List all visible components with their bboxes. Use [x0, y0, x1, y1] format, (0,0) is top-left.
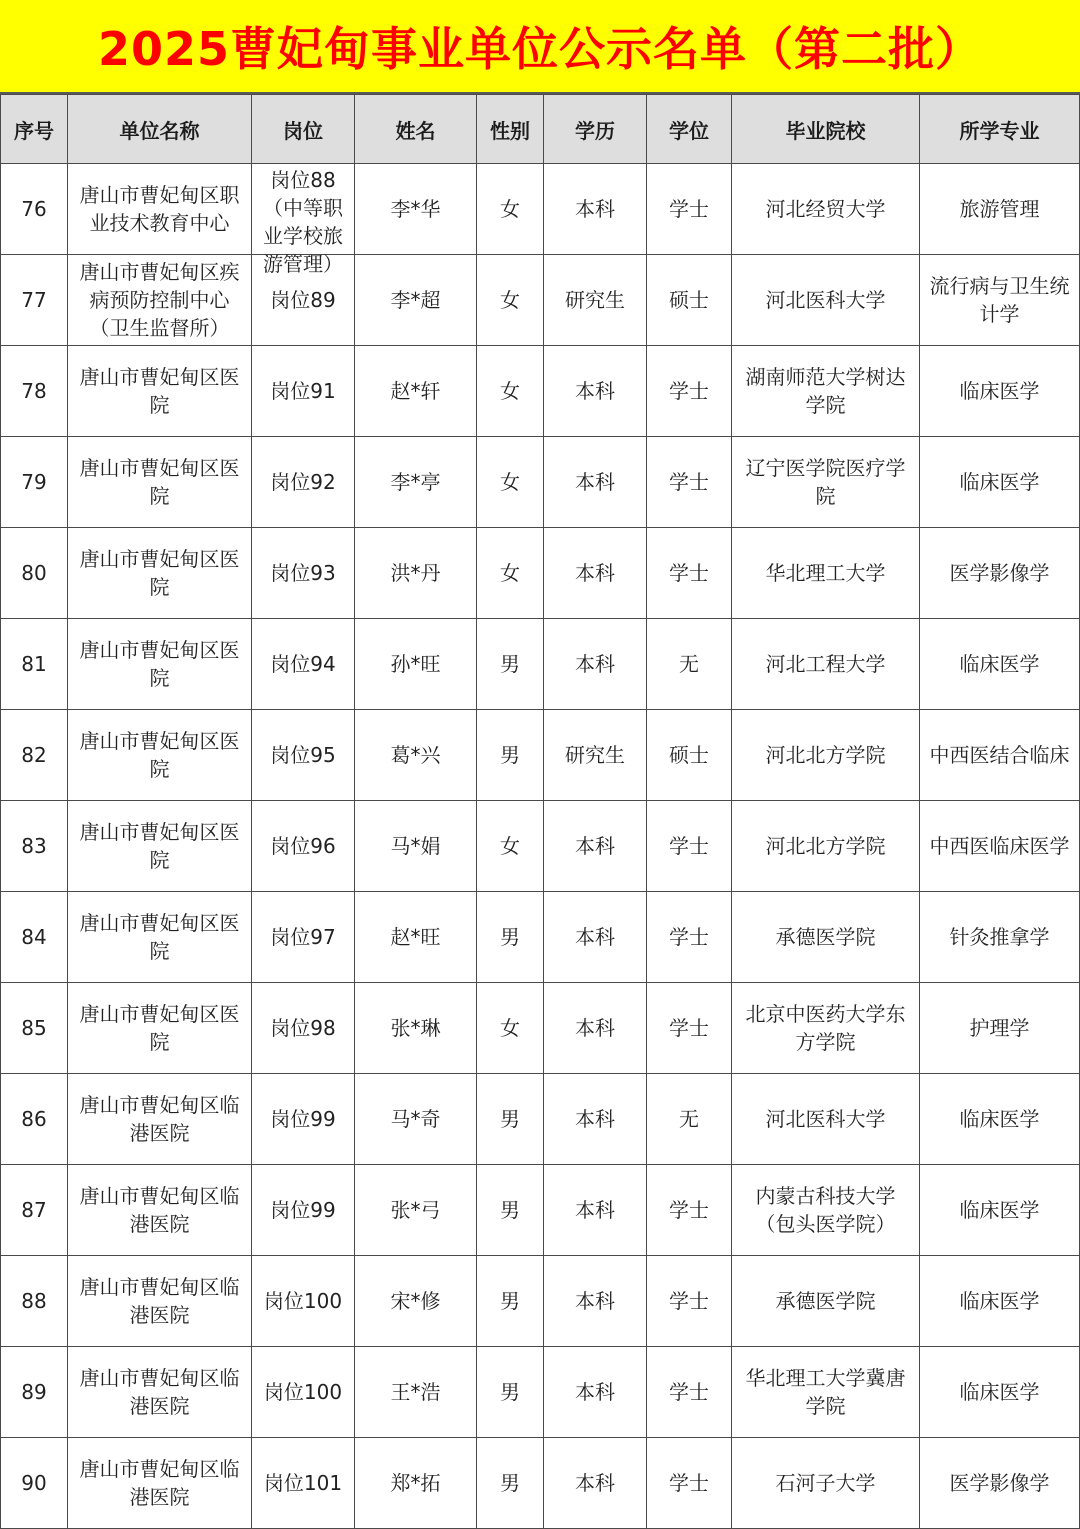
cell-text: 王*浩: [390, 1380, 441, 1404]
cell-degree: [647, 164, 732, 255]
table-row: [1, 983, 1080, 1074]
cell-text: 岗位91: [270, 379, 336, 403]
cell-major: [920, 1165, 1080, 1256]
cell-major: [920, 346, 1080, 437]
cell-text: 学士: [669, 1471, 709, 1495]
cell-school: [732, 1438, 920, 1529]
cell-position: [252, 892, 355, 983]
cell-text: 北京中医药大学东方学院: [745, 1002, 906, 1054]
cell-degree: [647, 801, 732, 892]
cell-text: 无: [679, 652, 699, 676]
cell-major: [920, 437, 1080, 528]
cell-unit-name: [68, 1438, 252, 1529]
cell-text: 男: [500, 1198, 520, 1222]
cell-text: 男: [500, 652, 520, 676]
cell-text: 82: [21, 743, 47, 767]
cell-seq: [1, 710, 68, 801]
table-row: [1, 346, 1080, 437]
cell-name: [355, 892, 477, 983]
cell-seq: [1, 801, 68, 892]
cell-major: [920, 164, 1080, 255]
cell-text: 临床医学: [959, 1107, 1040, 1131]
cell-text: 84: [21, 925, 47, 949]
cell-position: [252, 1256, 355, 1347]
cell-unit-name: [68, 255, 252, 346]
cell-text: 女: [500, 834, 520, 858]
cell-seq: [1, 892, 68, 983]
roster-table: [0, 94, 1080, 1529]
cell-text: 临床医学: [959, 470, 1040, 494]
cell-text: 唐山市曹妃甸区临港医院: [79, 1184, 240, 1236]
cell-text: 本科: [575, 652, 615, 676]
cell-education: [544, 1438, 647, 1529]
table-row: [1, 1256, 1080, 1347]
cell-name: [355, 1165, 477, 1256]
cell-text: 女: [500, 470, 520, 494]
cell-text: 唐山市曹妃甸区医院: [79, 456, 240, 508]
cell-text: 流行病与卫生统计学: [929, 274, 1070, 326]
cell-text: 岗位96: [270, 834, 336, 858]
cell-text: 学士: [669, 561, 709, 585]
cell-degree: [647, 619, 732, 710]
cell-text: 张*弓: [390, 1198, 441, 1222]
cell-gender: [477, 801, 544, 892]
cell-text: 中西医临床医学: [929, 834, 1070, 858]
cell-text: 女: [500, 288, 520, 312]
cell-seq: [1, 1256, 68, 1347]
cell-text: 马*奇: [390, 1107, 441, 1131]
cell-major: [920, 710, 1080, 801]
cell-education: [544, 528, 647, 619]
cell-gender: [477, 164, 544, 255]
cell-gender: [477, 437, 544, 528]
column-header-name: 姓名: [355, 95, 477, 164]
cell-name: [355, 983, 477, 1074]
table-row: [1, 892, 1080, 983]
cell-text: 唐山市曹妃甸区医院: [79, 1002, 240, 1054]
cell-name: [355, 164, 477, 255]
cell-text: 77: [21, 288, 47, 312]
header-row: [1, 95, 1080, 164]
cell-education: [544, 619, 647, 710]
cell-major: [920, 1256, 1080, 1347]
cell-unit-name: [68, 1165, 252, 1256]
cell-position: [252, 1165, 355, 1256]
cell-text: 女: [500, 379, 520, 403]
cell-education: [544, 346, 647, 437]
cell-unit-name: [68, 801, 252, 892]
cell-text: 唐山市曹妃甸区医院: [79, 638, 240, 690]
cell-education: [544, 983, 647, 1074]
cell-seq: [1, 255, 68, 346]
cell-position: [252, 1438, 355, 1529]
cell-gender: [477, 255, 544, 346]
cell-text: 本科: [575, 470, 615, 494]
title-banner: [0, 0, 1080, 94]
cell-text: 承德医学院: [775, 925, 876, 949]
cell-text: 郑*拓: [390, 1471, 441, 1495]
cell-unit-name: [68, 164, 252, 255]
cell-text: 岗位92: [270, 470, 336, 494]
cell-text: 唐山市曹妃甸区医院: [79, 729, 240, 781]
cell-text: 辽宁医学院医疗学院: [745, 456, 906, 508]
cell-text: 湖南师范大学树达学院: [745, 365, 906, 417]
cell-school: [732, 892, 920, 983]
cell-education: [544, 255, 647, 346]
cell-gender: [477, 1438, 544, 1529]
cell-text: 岗位100: [263, 1289, 343, 1313]
cell-text: 宋*修: [390, 1289, 441, 1313]
table-row: [1, 619, 1080, 710]
cell-text: 男: [500, 743, 520, 767]
column-header-school: 毕业院校: [732, 95, 920, 164]
cell-seq: [1, 619, 68, 710]
cell-text: 护理学: [969, 1016, 1030, 1040]
cell-degree: [647, 1074, 732, 1165]
cell-text: 学士: [669, 1289, 709, 1313]
cell-text: 岗位99: [270, 1198, 336, 1222]
cell-seq: [1, 1165, 68, 1256]
cell-school: [732, 983, 920, 1074]
cell-unit-name: [68, 983, 252, 1074]
cell-degree: [647, 255, 732, 346]
cell-text: 针灸推拿学: [949, 925, 1050, 949]
cell-school: [732, 1165, 920, 1256]
cell-text: 唐山市曹妃甸区医院: [79, 911, 240, 963]
cell-name: [355, 619, 477, 710]
cell-gender: [477, 983, 544, 1074]
cell-text: 岗位101: [263, 1471, 343, 1495]
cell-text: 86: [21, 1107, 47, 1131]
cell-text: 石河子大学: [775, 1471, 876, 1495]
cell-seq: [1, 346, 68, 437]
cell-name: [355, 1074, 477, 1165]
cell-education: [544, 164, 647, 255]
cell-text: 唐山市曹妃甸区职业技术教育中心: [79, 183, 240, 235]
cell-text: 女: [500, 197, 520, 221]
cell-seq: [1, 1438, 68, 1529]
cell-text: 赵*旺: [390, 925, 441, 949]
cell-gender: [477, 619, 544, 710]
cell-seq: [1, 437, 68, 528]
cell-text: 学士: [669, 834, 709, 858]
cell-seq: [1, 1074, 68, 1165]
cell-text: 赵*轩: [390, 379, 441, 403]
cell-text: 河北医科大学: [765, 288, 886, 312]
cell-text: 本科: [575, 1107, 615, 1131]
cell-text: 岗位93: [270, 561, 336, 585]
cell-text: 学士: [669, 470, 709, 494]
column-header-gender: 性别: [477, 95, 544, 164]
cell-text: 78: [21, 379, 47, 403]
cell-text: 男: [500, 1107, 520, 1131]
cell-gender: [477, 1347, 544, 1438]
cell-name: [355, 1438, 477, 1529]
cell-major: [920, 801, 1080, 892]
cell-position: [252, 983, 355, 1074]
cell-text: 81: [21, 652, 47, 676]
cell-school: [732, 528, 920, 619]
cell-seq: [1, 983, 68, 1074]
cell-text: 岗位94: [270, 652, 336, 676]
cell-position: [252, 164, 355, 276]
cell-gender: [477, 1165, 544, 1256]
cell-text: 本科: [575, 1016, 615, 1040]
cell-degree: [647, 437, 732, 528]
cell-name: [355, 801, 477, 892]
cell-text: 本科: [575, 379, 615, 403]
cell-text: 洪*丹: [390, 561, 441, 585]
cell-education: [544, 1347, 647, 1438]
cell-text: 本科: [575, 197, 615, 221]
cell-text: 河北经贸大学: [765, 197, 886, 221]
cell-text: 唐山市曹妃甸区医院: [79, 547, 240, 599]
cell-text: 岗位89: [270, 288, 336, 312]
cell-text: 本科: [575, 1471, 615, 1495]
cell-text: 岗位99: [270, 1107, 336, 1131]
cell-text: 岗位97: [270, 925, 336, 949]
table-row: [1, 255, 1080, 346]
cell-text: 马*娟: [390, 834, 441, 858]
cell-unit-name: [68, 710, 252, 801]
table-row: [1, 1347, 1080, 1438]
cell-text: 中西医结合临床: [929, 743, 1070, 767]
cell-school: [732, 164, 920, 255]
cell-text: 岗位88（中等职业学校旅游管理）: [263, 168, 343, 276]
cell-text: 男: [500, 1471, 520, 1495]
cell-degree: [647, 1347, 732, 1438]
cell-text: 内蒙古科技大学（包头医学院）: [755, 1184, 896, 1236]
cell-unit-name: [68, 1256, 252, 1347]
cell-text: 硕士: [669, 288, 709, 312]
cell-text: 河北医科大学: [765, 1107, 886, 1131]
cell-text: 学士: [669, 379, 709, 403]
cell-text: 硕士: [669, 743, 709, 767]
cell-seq: [1, 1347, 68, 1438]
table-row: [1, 1438, 1080, 1529]
cell-position: [252, 710, 355, 801]
cell-gender: [477, 346, 544, 437]
cell-text: 张*琳: [390, 1016, 441, 1040]
cell-position: [252, 1347, 355, 1438]
column-header-degree: 学位: [647, 95, 732, 164]
cell-position: [252, 619, 355, 710]
cell-degree: [647, 892, 732, 983]
cell-text: 临床医学: [959, 652, 1040, 676]
cell-text: 李*亭: [390, 470, 441, 494]
cell-text: 男: [500, 925, 520, 949]
cell-text: 学士: [669, 1198, 709, 1222]
cell-name: [355, 437, 477, 528]
cell-text: 临床医学: [959, 379, 1040, 403]
cell-major: [920, 983, 1080, 1074]
cell-school: [732, 801, 920, 892]
cell-name: [355, 255, 477, 346]
cell-degree: [647, 710, 732, 801]
cell-education: [544, 1165, 647, 1256]
cell-text: 本科: [575, 925, 615, 949]
cell-text: 89: [21, 1380, 47, 1404]
cell-name: [355, 1256, 477, 1347]
cell-position: [252, 346, 355, 437]
page-title: 2025曹妃甸事业单位公示名单（第二批）: [97, 22, 983, 76]
cell-text: 本科: [575, 1289, 615, 1313]
cell-text: 83: [21, 834, 47, 858]
cell-school: [732, 1347, 920, 1438]
cell-text: 河北工程大学: [765, 652, 886, 676]
cell-name: [355, 1347, 477, 1438]
cell-text: 学士: [669, 197, 709, 221]
column-header-major: 所学专业: [920, 95, 1080, 164]
cell-text: 唐山市曹妃甸区临港医院: [79, 1366, 240, 1418]
cell-text: 研究生: [565, 288, 625, 312]
column-header-education: 学历: [544, 95, 647, 164]
cell-position: [252, 1074, 355, 1165]
cell-degree: [647, 528, 732, 619]
cell-text: 90: [21, 1471, 47, 1495]
cell-text: 医学影像学: [949, 1471, 1050, 1495]
cell-unit-name: [68, 528, 252, 619]
cell-text: 88: [21, 1289, 47, 1313]
cell-school: [732, 619, 920, 710]
cell-major: [920, 1347, 1080, 1438]
cell-school: [732, 437, 920, 528]
cell-text: 男: [500, 1289, 520, 1313]
column-header-unit-name: 单位名称: [68, 95, 252, 164]
cell-name: [355, 710, 477, 801]
cell-education: [544, 801, 647, 892]
cell-text: 临床医学: [959, 1380, 1040, 1404]
cell-name: [355, 346, 477, 437]
table-row: [1, 164, 1080, 255]
cell-degree: [647, 346, 732, 437]
cell-text: 79: [21, 470, 47, 494]
cell-degree: [647, 983, 732, 1074]
cell-education: [544, 437, 647, 528]
cell-education: [544, 710, 647, 801]
cell-gender: [477, 892, 544, 983]
cell-text: 学士: [669, 1380, 709, 1404]
cell-seq: [1, 164, 68, 255]
cell-school: [732, 1074, 920, 1165]
table-row: [1, 801, 1080, 892]
cell-text: 87: [21, 1198, 47, 1222]
cell-school: [732, 1256, 920, 1347]
cell-text: 本科: [575, 1198, 615, 1222]
cell-text: 学士: [669, 1016, 709, 1040]
cell-text: 岗位95: [270, 743, 336, 767]
cell-text: 医学影像学: [949, 561, 1050, 585]
cell-text: 唐山市曹妃甸区医院: [79, 820, 240, 872]
cell-text: 80: [21, 561, 47, 585]
cell-text: 85: [21, 1016, 47, 1040]
cell-text: 本科: [575, 561, 615, 585]
cell-text: 旅游管理: [959, 197, 1040, 221]
cell-position: [252, 528, 355, 619]
cell-position: [252, 801, 355, 892]
cell-seq: [1, 528, 68, 619]
cell-text: 唐山市曹妃甸区临港医院: [79, 1275, 240, 1327]
cell-unit-name: [68, 437, 252, 528]
cell-text: 本科: [575, 1380, 615, 1404]
cell-text: 男: [500, 1380, 520, 1404]
cell-text: 女: [500, 561, 520, 585]
cell-text: 学士: [669, 925, 709, 949]
cell-major: [920, 619, 1080, 710]
cell-text: 唐山市曹妃甸区临港医院: [79, 1093, 240, 1145]
cell-major: [920, 528, 1080, 619]
cell-text: 唐山市曹妃甸区疾病预防控制中心（卫生监督所）: [79, 260, 240, 340]
cell-text: 华北理工大学: [765, 561, 886, 585]
cell-gender: [477, 1256, 544, 1347]
cell-text: 女: [500, 1016, 520, 1040]
cell-text: 76: [21, 197, 47, 221]
cell-unit-name: [68, 346, 252, 437]
cell-text: 李*华: [390, 197, 441, 221]
cell-major: [920, 1438, 1080, 1529]
cell-name: [355, 528, 477, 619]
cell-education: [544, 892, 647, 983]
cell-text: 华北理工大学冀唐学院: [745, 1366, 906, 1418]
cell-text: 葛*兴: [390, 743, 441, 767]
table-row: [1, 1165, 1080, 1256]
cell-text: 唐山市曹妃甸区医院: [79, 365, 240, 417]
cell-major: [920, 255, 1080, 346]
cell-unit-name: [68, 1074, 252, 1165]
cell-school: [732, 255, 920, 346]
cell-school: [732, 710, 920, 801]
cell-school: [732, 346, 920, 437]
table-row: [1, 1074, 1080, 1165]
cell-text: 本科: [575, 834, 615, 858]
cell-text: 临床医学: [959, 1198, 1040, 1222]
cell-gender: [477, 710, 544, 801]
table-row: [1, 528, 1080, 619]
cell-unit-name: [68, 892, 252, 983]
cell-text: 研究生: [565, 743, 625, 767]
cell-major: [920, 1074, 1080, 1165]
cell-unit-name: [68, 619, 252, 710]
table-row: [1, 437, 1080, 528]
cell-unit-name: [68, 1347, 252, 1438]
cell-text: 岗位100: [263, 1380, 343, 1404]
cell-text: 河北北方学院: [765, 743, 886, 767]
cell-position: [252, 437, 355, 528]
cell-text: 岗位98: [270, 1016, 336, 1040]
cell-degree: [647, 1256, 732, 1347]
cell-text: 河北北方学院: [765, 834, 886, 858]
cell-major: [920, 892, 1080, 983]
cell-education: [544, 1074, 647, 1165]
cell-text: 李*超: [390, 288, 441, 312]
cell-gender: [477, 528, 544, 619]
cell-text: 唐山市曹妃甸区临港医院: [79, 1457, 240, 1509]
column-header-seq: 序号: [1, 95, 68, 164]
cell-gender: [477, 1074, 544, 1165]
cell-degree: [647, 1438, 732, 1529]
cell-text: 孙*旺: [390, 652, 441, 676]
column-header-position: 岗位: [252, 95, 355, 164]
cell-text: 承德医学院: [775, 1289, 876, 1313]
cell-degree: [647, 1165, 732, 1256]
table-body: [1, 164, 1080, 1529]
table-row: [1, 710, 1080, 801]
cell-text: 无: [679, 1107, 699, 1131]
cell-text: 临床医学: [959, 1289, 1040, 1313]
cell-education: [544, 1256, 647, 1347]
